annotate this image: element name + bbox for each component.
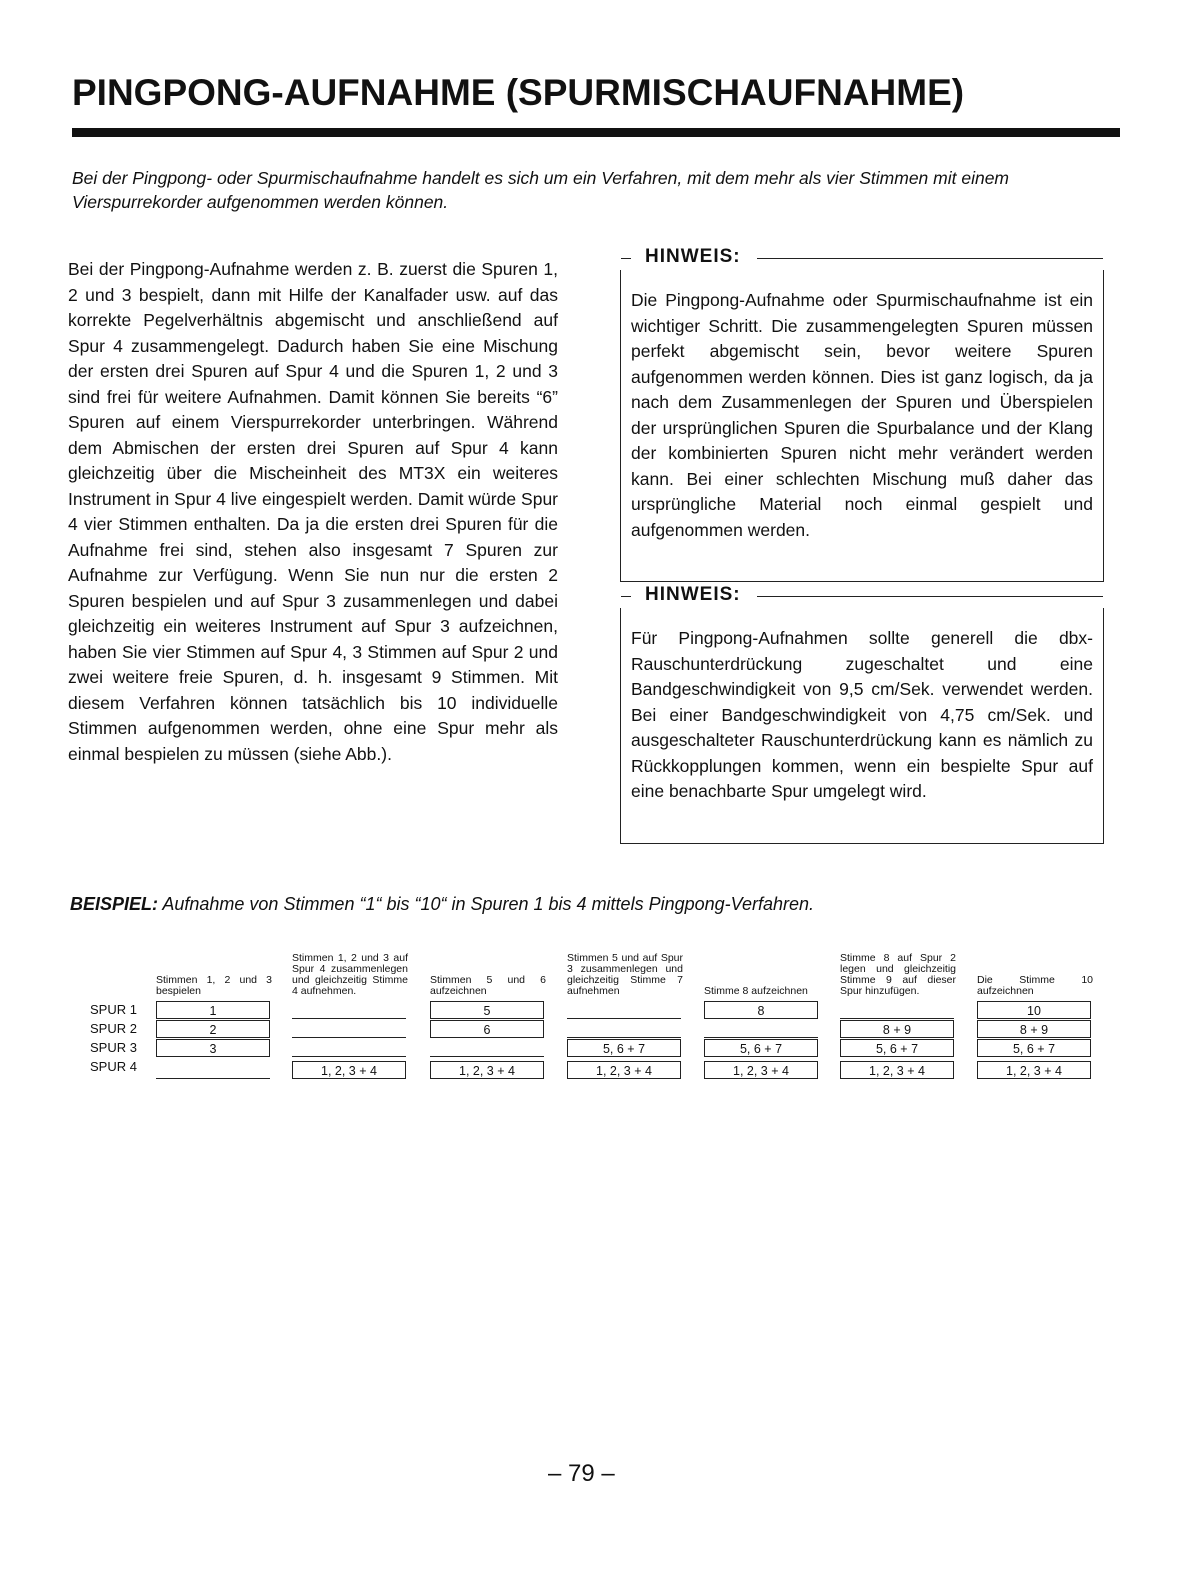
intro-paragraph: Bei der Pingpong- oder Spurmischaufnahme handelt es sich um ein Verfahren, mit dem mehr als vier Stimmen mit einem Vierspurrekorder aufgenommen werden können.	[72, 168, 1010, 212]
track-label: SPUR 2	[90, 1021, 137, 1036]
track-label: SPUR 3	[90, 1040, 137, 1055]
track-cell: 10	[977, 1001, 1091, 1019]
track-label: SPUR 1	[90, 1002, 137, 1017]
note-label: HINWEIS:	[641, 584, 745, 606]
track-cell: 2	[156, 1020, 270, 1038]
note-box-2	[620, 584, 1104, 844]
track-cell	[704, 1020, 818, 1038]
track-cell: 1	[156, 1001, 270, 1019]
page-title: PINGPONG-AUFNAHME (SPURMISCHAUFNAHME)	[72, 72, 965, 113]
page-number: – 79 –	[548, 1460, 615, 1487]
track-cell: 5, 6 + 7	[704, 1039, 818, 1057]
track-cell: 5, 6 + 7	[567, 1039, 681, 1057]
example-text: Aufnahme von Stimmen “1“ bis “10“ in Spuren 1 bis 4 mittels Pingpong-Verfahren.	[162, 894, 815, 914]
step-caption: Stimme 8 aufzeichnen	[704, 985, 808, 997]
track-cell: 5, 6 + 7	[840, 1039, 954, 1057]
track-cell: 5, 6 + 7	[977, 1039, 1091, 1057]
step-caption: Die Stimme 10 aufzeichnen	[977, 974, 1093, 997]
track-cell: 1, 2, 3 + 4	[704, 1061, 818, 1079]
title-rule	[72, 128, 1120, 137]
step-caption: Stimmen 5 und auf Spur 3 zusammenlegen und gleichzeitig Stimme 7 aufnehmen	[567, 952, 683, 997]
track-labels	[90, 1000, 137, 1076]
step-caption: Stimmen 1, 2 und 3 auf Spur 4 zusammenlegen und gleichzeitig Stimme 4 aufnehmen.	[292, 952, 408, 997]
track-cell	[840, 1001, 954, 1019]
track-cell: 8 + 9	[840, 1020, 954, 1038]
note-box-1	[620, 246, 1104, 582]
track-cell: 1, 2, 3 + 4	[840, 1061, 954, 1079]
body-paragraph: Bei der Pingpong-Aufnahme werden z. B. zuerst die Spuren 1, 2 und 3 bespielt, dann mit Hilfe der Kanalfader usw. auf das korrekte Pegelverhältnis abgemischt und anschließend auf Spur 4 zusammengelegt. Dadurch haben Sie eine Mischung der ersten drei Spuren auf Spur 4 und die Spuren 1, 2 und 3 sind frei für weitere Aufnahmen. Damit können Sie bereits “6” Spuren auf einem Vierspurrekorder unterbringen. Während dem Abmischen der ersten drei Spuren auf Spur 4 kann gleichzeitig über die Mischeinheit des MT3X ein weiteres Instrument in Spur 4 live eingespielt werden. Damit würde Spur 4 vier Stimmen enthalten. Da ja die ersten drei Spuren für die Aufnahme frei sind, stehen also insgesamt 7 Spuren zur Aufnahme zur Verfügung. Wenn Sie nun nur die ersten 2 Spuren bespielen und auf Spur 3 zusammenlegen und dabei gleichzeitig ein weiteres Instrument auf Spur 3 aufzeichnen, haben Sie vier Stimmen auf Spur 4, 3 Stimmen auf Spur 2 und zwei weitere freie Spuren, d. h. insgesamt 9 Stimmen. Mit diesem Verfahren können tatsächlich bis 10 individuelle Stimmen aufgenommen werden, ohne eine Spur mehr als einmal bespielen zu müssen (siehe Abb.).	[68, 259, 558, 764]
track-cell: 1, 2, 3 + 4	[430, 1061, 544, 1079]
track-cell	[430, 1039, 544, 1057]
note-label: HINWEIS:	[641, 246, 745, 268]
track-cell	[292, 1039, 406, 1057]
track-cell: 6	[430, 1020, 544, 1038]
track-cell: 3	[156, 1039, 270, 1057]
note-text: Für Pingpong-Aufnahmen sollte generell die dbx-Rauschunterdrückung zugeschaltet und eine Bandgeschwindigkeit von 9,5 cm/Sek. verwendet werden. Bei einer Bandgeschwindigkeit von 4,75 cm/Sek. und ausgeschalteter Rauschunterdrückung kann es nämlich zu Rückkopplungen kommen, wenn ein bespielte Spur auf eine benachbarte Spur umgelegt wird.	[631, 628, 1093, 801]
step-caption: Stimmen 5 und 6 aufzeichnen	[430, 974, 546, 997]
track-cell: 8 + 9	[977, 1020, 1091, 1038]
example-lead: BEISPIEL:	[70, 894, 159, 914]
track-cell	[156, 1061, 270, 1079]
track-label: SPUR 4	[90, 1059, 137, 1074]
track-cell: 5	[430, 1001, 544, 1019]
track-cell	[292, 1001, 406, 1019]
step-caption: Stimme 8 auf Spur 2 legen und gleichzeitig Stimme 9 auf dieser Spur hinzufügen.	[840, 952, 956, 997]
track-cell: 1, 2, 3 + 4	[977, 1061, 1091, 1079]
example-caption	[70, 894, 814, 915]
track-cell: 1, 2, 3 + 4	[292, 1061, 406, 1079]
note-text: Die Pingpong-Aufnahme oder Spurmischaufnahme ist ein wichtiger Schritt. Die zusammengelegten Spuren müssen perfekt abgemischt sein, bevor weitere Spuren aufgenommen werden können. Dies ist ganz logisch, da ja nach dem Zusammenlegen der Spuren und Überspielen der ursprünglichen Spuren die Spurbalance und der Klang der kombinierten Spuren nicht mehr verändert werden kann. Bei einer schlechten Mischung muß daher das ursprüngliche Material noch einmal gespielt und aufgenommen werden.	[631, 290, 1093, 540]
track-cell	[567, 1001, 681, 1019]
step-caption: Stimmen 1, 2 und 3 bespielen	[156, 974, 272, 997]
track-cell	[567, 1020, 681, 1038]
track-cell: 1, 2, 3 + 4	[567, 1061, 681, 1079]
track-cell	[292, 1020, 406, 1038]
track-cell: 8	[704, 1001, 818, 1019]
